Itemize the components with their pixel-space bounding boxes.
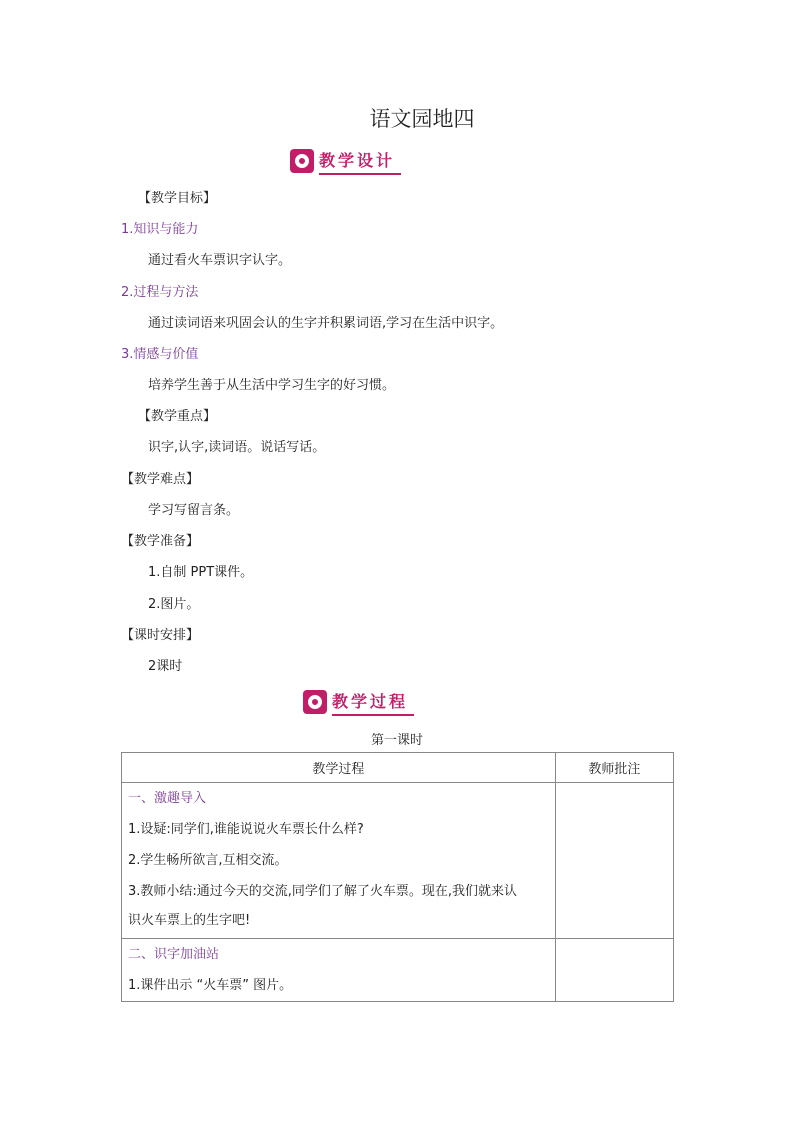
banner-teaching-design bbox=[290, 148, 401, 174]
process-line: 3.教师小结:通过今天的交流,同学们了解了火车票。现在,我们就来认 bbox=[128, 884, 518, 899]
column-header: 教师批注 bbox=[555, 753, 673, 783]
process-line: 1.课件出示 “火车票” 图片。 bbox=[128, 978, 293, 993]
banner-text: 教学过程 bbox=[332, 689, 414, 716]
difficulty-text: 学习写留言条。 bbox=[148, 503, 240, 518]
key-text: 识字,认字,读词语。说话写话。 bbox=[148, 440, 326, 455]
item-heading: 3.情感与价值 bbox=[121, 347, 199, 362]
banner-text: 教学设计 bbox=[319, 148, 401, 175]
banner-teaching-process bbox=[303, 689, 414, 715]
table-row bbox=[122, 783, 674, 939]
section-heading: 二、识字加油站 bbox=[128, 947, 220, 962]
process-line: 2.学生畅所欲言,互相交流。 bbox=[128, 853, 288, 868]
note-cell bbox=[555, 939, 673, 1002]
process-table bbox=[121, 752, 674, 1002]
process-cell bbox=[122, 783, 556, 939]
section-heading: 一、激趣导入 bbox=[128, 791, 207, 806]
item-heading: 2.过程与方法 bbox=[121, 285, 199, 300]
table-header-row bbox=[122, 753, 674, 783]
item-text: 通过读词语来巩固会认的生字并积累词语,学习在生活中识字。 bbox=[148, 316, 504, 331]
swirl-logo-icon bbox=[290, 149, 314, 173]
item-text: 通过看火车票识字认字。 bbox=[148, 253, 292, 268]
difficulty-heading: 【教学难点】 bbox=[121, 472, 200, 487]
prep-heading: 【教学准备】 bbox=[121, 534, 200, 549]
prep-item: 1.自制 PPT课件。 bbox=[148, 565, 254, 580]
item-text: 培养学生善于从生活中学习生字的好习惯。 bbox=[148, 378, 396, 393]
process-line: 识火车票上的生字吧! bbox=[128, 913, 251, 928]
schedule-heading: 【课时安排】 bbox=[121, 628, 200, 643]
page-title: 语文园地四 bbox=[369, 107, 475, 131]
objectives-heading: 【教学目标】 bbox=[138, 191, 217, 206]
key-heading: 【教学重点】 bbox=[138, 409, 217, 424]
item-heading: 1.知识与能力 bbox=[121, 222, 199, 237]
process-cell bbox=[122, 939, 556, 1002]
prep-item: 2.图片。 bbox=[148, 597, 200, 612]
schedule-text: 2课时 bbox=[148, 659, 183, 674]
column-header: 教学过程 bbox=[122, 753, 556, 783]
table-row bbox=[122, 939, 674, 1002]
process-line: 1.设疑:同学们,谁能说说火车票长什么样? bbox=[128, 822, 364, 837]
note-cell bbox=[555, 783, 673, 939]
lesson-label: 第一课时 bbox=[370, 733, 423, 748]
swirl-logo-icon bbox=[303, 690, 327, 714]
